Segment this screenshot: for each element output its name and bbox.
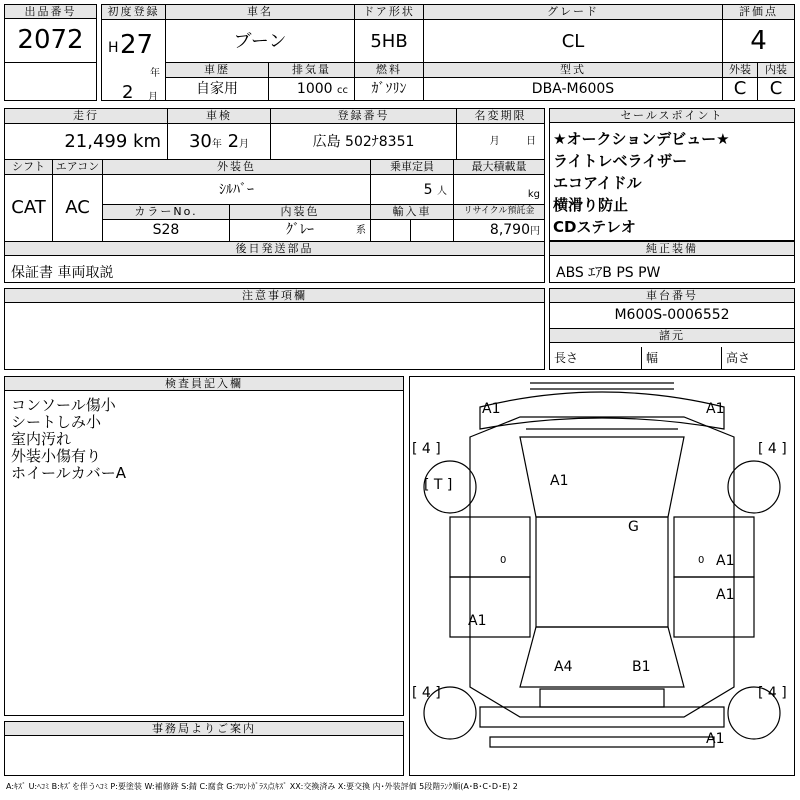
inspector-lines xyxy=(11,397,126,482)
sales-point-item: 横滑り防止 xyxy=(553,196,629,214)
int-color-suffix: 系 xyxy=(356,225,366,236)
office-box xyxy=(4,721,404,776)
mileage-cell xyxy=(5,124,168,160)
equipment-value: ABS ｴｱB PS PW xyxy=(556,265,661,281)
sales-point-item: ★オークションデビュー★ xyxy=(553,130,730,148)
mark-rear-bumper: A1 xyxy=(706,731,725,747)
mark-tire-fr: [ 4 ] xyxy=(758,441,787,457)
equipment-box xyxy=(549,241,795,283)
name-change-cell xyxy=(457,124,544,160)
left-rear-door xyxy=(450,577,530,637)
sales-point-item: エコアイドル xyxy=(553,174,642,192)
fuel-label: 燃料 xyxy=(355,63,424,78)
mileage-label: 走行 xyxy=(5,109,168,124)
dims-length: 長さ xyxy=(550,347,642,369)
first-reg-label: 初度登録 xyxy=(102,5,166,20)
history-label: 車歴 xyxy=(166,63,269,78)
left-front-door xyxy=(450,517,530,577)
first-reg-year: 27 xyxy=(120,30,154,60)
right-front-door xyxy=(674,517,754,577)
rear-window xyxy=(520,627,684,687)
notes-label: 注意事項欄 xyxy=(5,289,544,303)
shift-label: シフト xyxy=(5,160,53,175)
mark-front-right: A1 xyxy=(706,401,725,417)
mark-rear-window-right: B1 xyxy=(632,659,651,675)
reg-number-value: 広島 502ﾅ8351 xyxy=(271,124,457,160)
sales-point-item: CDステレオ xyxy=(553,218,636,236)
mark-left-front-door: 0 xyxy=(500,555,507,566)
mark-tire-rl: [ 4 ] xyxy=(412,685,441,701)
roof xyxy=(536,517,668,627)
mark-roof: G xyxy=(628,519,639,535)
name-change-label: 名変期限 xyxy=(457,109,544,124)
car-name-label: 車名 xyxy=(166,5,355,20)
first-reg-cell xyxy=(102,20,166,103)
windshield xyxy=(520,437,684,517)
displacement-cell xyxy=(269,78,355,100)
header-box xyxy=(101,4,795,101)
inspection-label: 車検 xyxy=(168,109,271,124)
model-label: 型式 xyxy=(424,63,723,78)
grade-value: CL xyxy=(424,20,723,63)
int-color-value: ｸﾞﾚｰ xyxy=(286,222,314,238)
chassis-box xyxy=(549,288,795,370)
capacity-cell xyxy=(371,175,454,205)
recycle-label: リサイクル預託金 xyxy=(454,205,544,220)
name-change-day: 日 xyxy=(526,136,536,147)
rear-bumper xyxy=(490,737,714,747)
displacement-label: 排気量 xyxy=(269,63,355,78)
color-no-value: S28 xyxy=(103,220,230,241)
score-label: 評価点 xyxy=(723,5,794,20)
capacity-value: 5 xyxy=(423,182,433,198)
mark-right-front-door: 0 xyxy=(698,555,705,566)
divider xyxy=(5,62,96,63)
dims-label: 諸元 xyxy=(550,328,794,343)
first-reg-month-unit: 月 xyxy=(148,92,158,103)
max-load-label: 最大積載量 xyxy=(454,160,544,175)
inspector-line: コンソール傷小 xyxy=(11,396,116,414)
inspector-line: 室内汚れ xyxy=(11,430,72,448)
first-reg-era: H xyxy=(108,40,119,56)
sales-points-list xyxy=(553,128,730,238)
fuel-value: ｶﾞｿﾘﾝ xyxy=(355,78,424,100)
first-reg-month: 2 xyxy=(122,82,134,103)
import-cell-a xyxy=(371,220,411,241)
later-parts-box xyxy=(4,241,545,283)
mark-windshield: A1 xyxy=(550,473,569,489)
mileage-unit: km xyxy=(133,131,161,152)
inspector-label: 検査員記入欄 xyxy=(5,377,403,391)
lot-value: 2072 xyxy=(17,25,84,55)
chassis-label: 車台番号 xyxy=(550,289,794,303)
first-reg-year-unit: 年 xyxy=(150,68,160,79)
door-label: ドア形状 xyxy=(355,5,424,20)
inspector-box xyxy=(4,376,404,716)
max-load-unit: kg xyxy=(454,175,544,205)
int-score-value: C xyxy=(769,78,783,99)
aircon-value: AC xyxy=(53,175,103,241)
int-color-cell xyxy=(230,220,371,241)
history-value: 自家用 xyxy=(166,78,269,100)
tail-gate xyxy=(540,689,664,707)
car-diagram xyxy=(409,376,795,776)
aircon-label: エアコン xyxy=(53,160,103,175)
mark-rear-window-left: A4 xyxy=(554,659,573,675)
import-cell-b xyxy=(411,220,454,241)
mark-tire-rr: [ 4 ] xyxy=(758,685,787,701)
mark-right-front-door-a1: A1 xyxy=(716,553,735,569)
mark-right-rear-door: A1 xyxy=(716,587,735,603)
inspection-month-unit: 月 xyxy=(239,139,250,150)
details-box xyxy=(4,108,545,242)
ext-score-label: 外装 xyxy=(723,63,758,78)
door-value: 5HB xyxy=(355,20,424,63)
import-label: 輸入車 xyxy=(371,205,454,220)
ext-color-value: ｼﾙﾊﾞｰ xyxy=(103,175,371,205)
inspection-month: 2 xyxy=(227,131,240,152)
lot-label: 出品番号 xyxy=(5,5,96,19)
reg-number-label: 登録番号 xyxy=(271,109,457,124)
ext-color-label: 外装色 xyxy=(103,160,371,175)
wheel-front-right xyxy=(728,461,780,513)
later-parts-label: 後日発送部品 xyxy=(5,242,544,256)
inspection-cell xyxy=(168,124,271,160)
inspection-year-unit: 年 xyxy=(211,139,222,150)
recycle-value: 8,790 xyxy=(489,222,530,238)
later-parts-value: 保証書 車両取説 xyxy=(11,265,114,281)
mark-tire-fl: [ 4 ] xyxy=(412,441,441,457)
sales-points-box xyxy=(549,108,795,241)
grade-label: グレード xyxy=(424,5,723,20)
inspector-line: シートしみ小 xyxy=(11,413,102,431)
displacement-unit: cc xyxy=(337,85,348,96)
model-value: DBA-M600S xyxy=(424,78,723,100)
inspector-line: 外装小傷有り xyxy=(11,447,102,465)
ext-score-value: C xyxy=(723,78,758,100)
sales-points-label: セールスポイント xyxy=(550,109,794,123)
right-rear-door xyxy=(674,577,754,637)
car-name-value: ブーン xyxy=(166,20,355,63)
score-value: 4 xyxy=(723,20,794,63)
int-score-label: 内装 xyxy=(758,63,794,78)
capacity-label: 乗車定員 xyxy=(371,160,454,175)
car-diagram-svg xyxy=(410,377,794,775)
chassis-value: M600S-0006552 xyxy=(614,307,730,323)
lot-box xyxy=(4,4,97,101)
legend: A:ｷｽﾞ U:ﾍｺﾐ B:ｷｽﾞを伴うﾍｺﾐ P:要塗装 W:補修跡 S:錆 C:腐食 G:ﾌﾛﾝﾄｶﾞﾗｽ点ｷｽﾞ XX:交換済み X:要交換 内･外装評価 5段階ﾗﾝｸ順(A･B･C･D･E) 2 xyxy=(6,782,518,791)
recycle-cell xyxy=(454,220,544,241)
inspector-line: ホイールカバーA xyxy=(11,464,126,482)
hood-front xyxy=(480,392,724,429)
displacement-value: 1000 xyxy=(296,81,333,97)
mileage-value: 21,499 xyxy=(64,131,128,152)
body-outline xyxy=(470,417,734,717)
name-change-month: 月 xyxy=(489,136,500,147)
front-bumper xyxy=(530,383,674,389)
int-color-label: 内装色 xyxy=(230,205,371,220)
mark-left-rear-door: A1 xyxy=(468,613,487,629)
color-no-label: カラーNo. xyxy=(103,205,230,220)
capacity-unit: 人 xyxy=(437,186,447,197)
sales-point-item: ライトレベライザー xyxy=(553,152,688,170)
notes-box xyxy=(4,288,545,370)
office-label: 事務局よりご案内 xyxy=(5,722,403,736)
equipment-label: 純正装備 xyxy=(550,242,794,256)
mark-front-left: A1 xyxy=(482,401,501,417)
dims-width: 幅 xyxy=(642,347,722,369)
shift-value: CAT xyxy=(5,175,53,241)
dims-height: 高さ xyxy=(726,351,751,365)
mark-spare: [ T ] xyxy=(424,477,453,493)
recycle-unit: 円 xyxy=(530,226,540,237)
inspection-year: 30 xyxy=(188,131,212,152)
